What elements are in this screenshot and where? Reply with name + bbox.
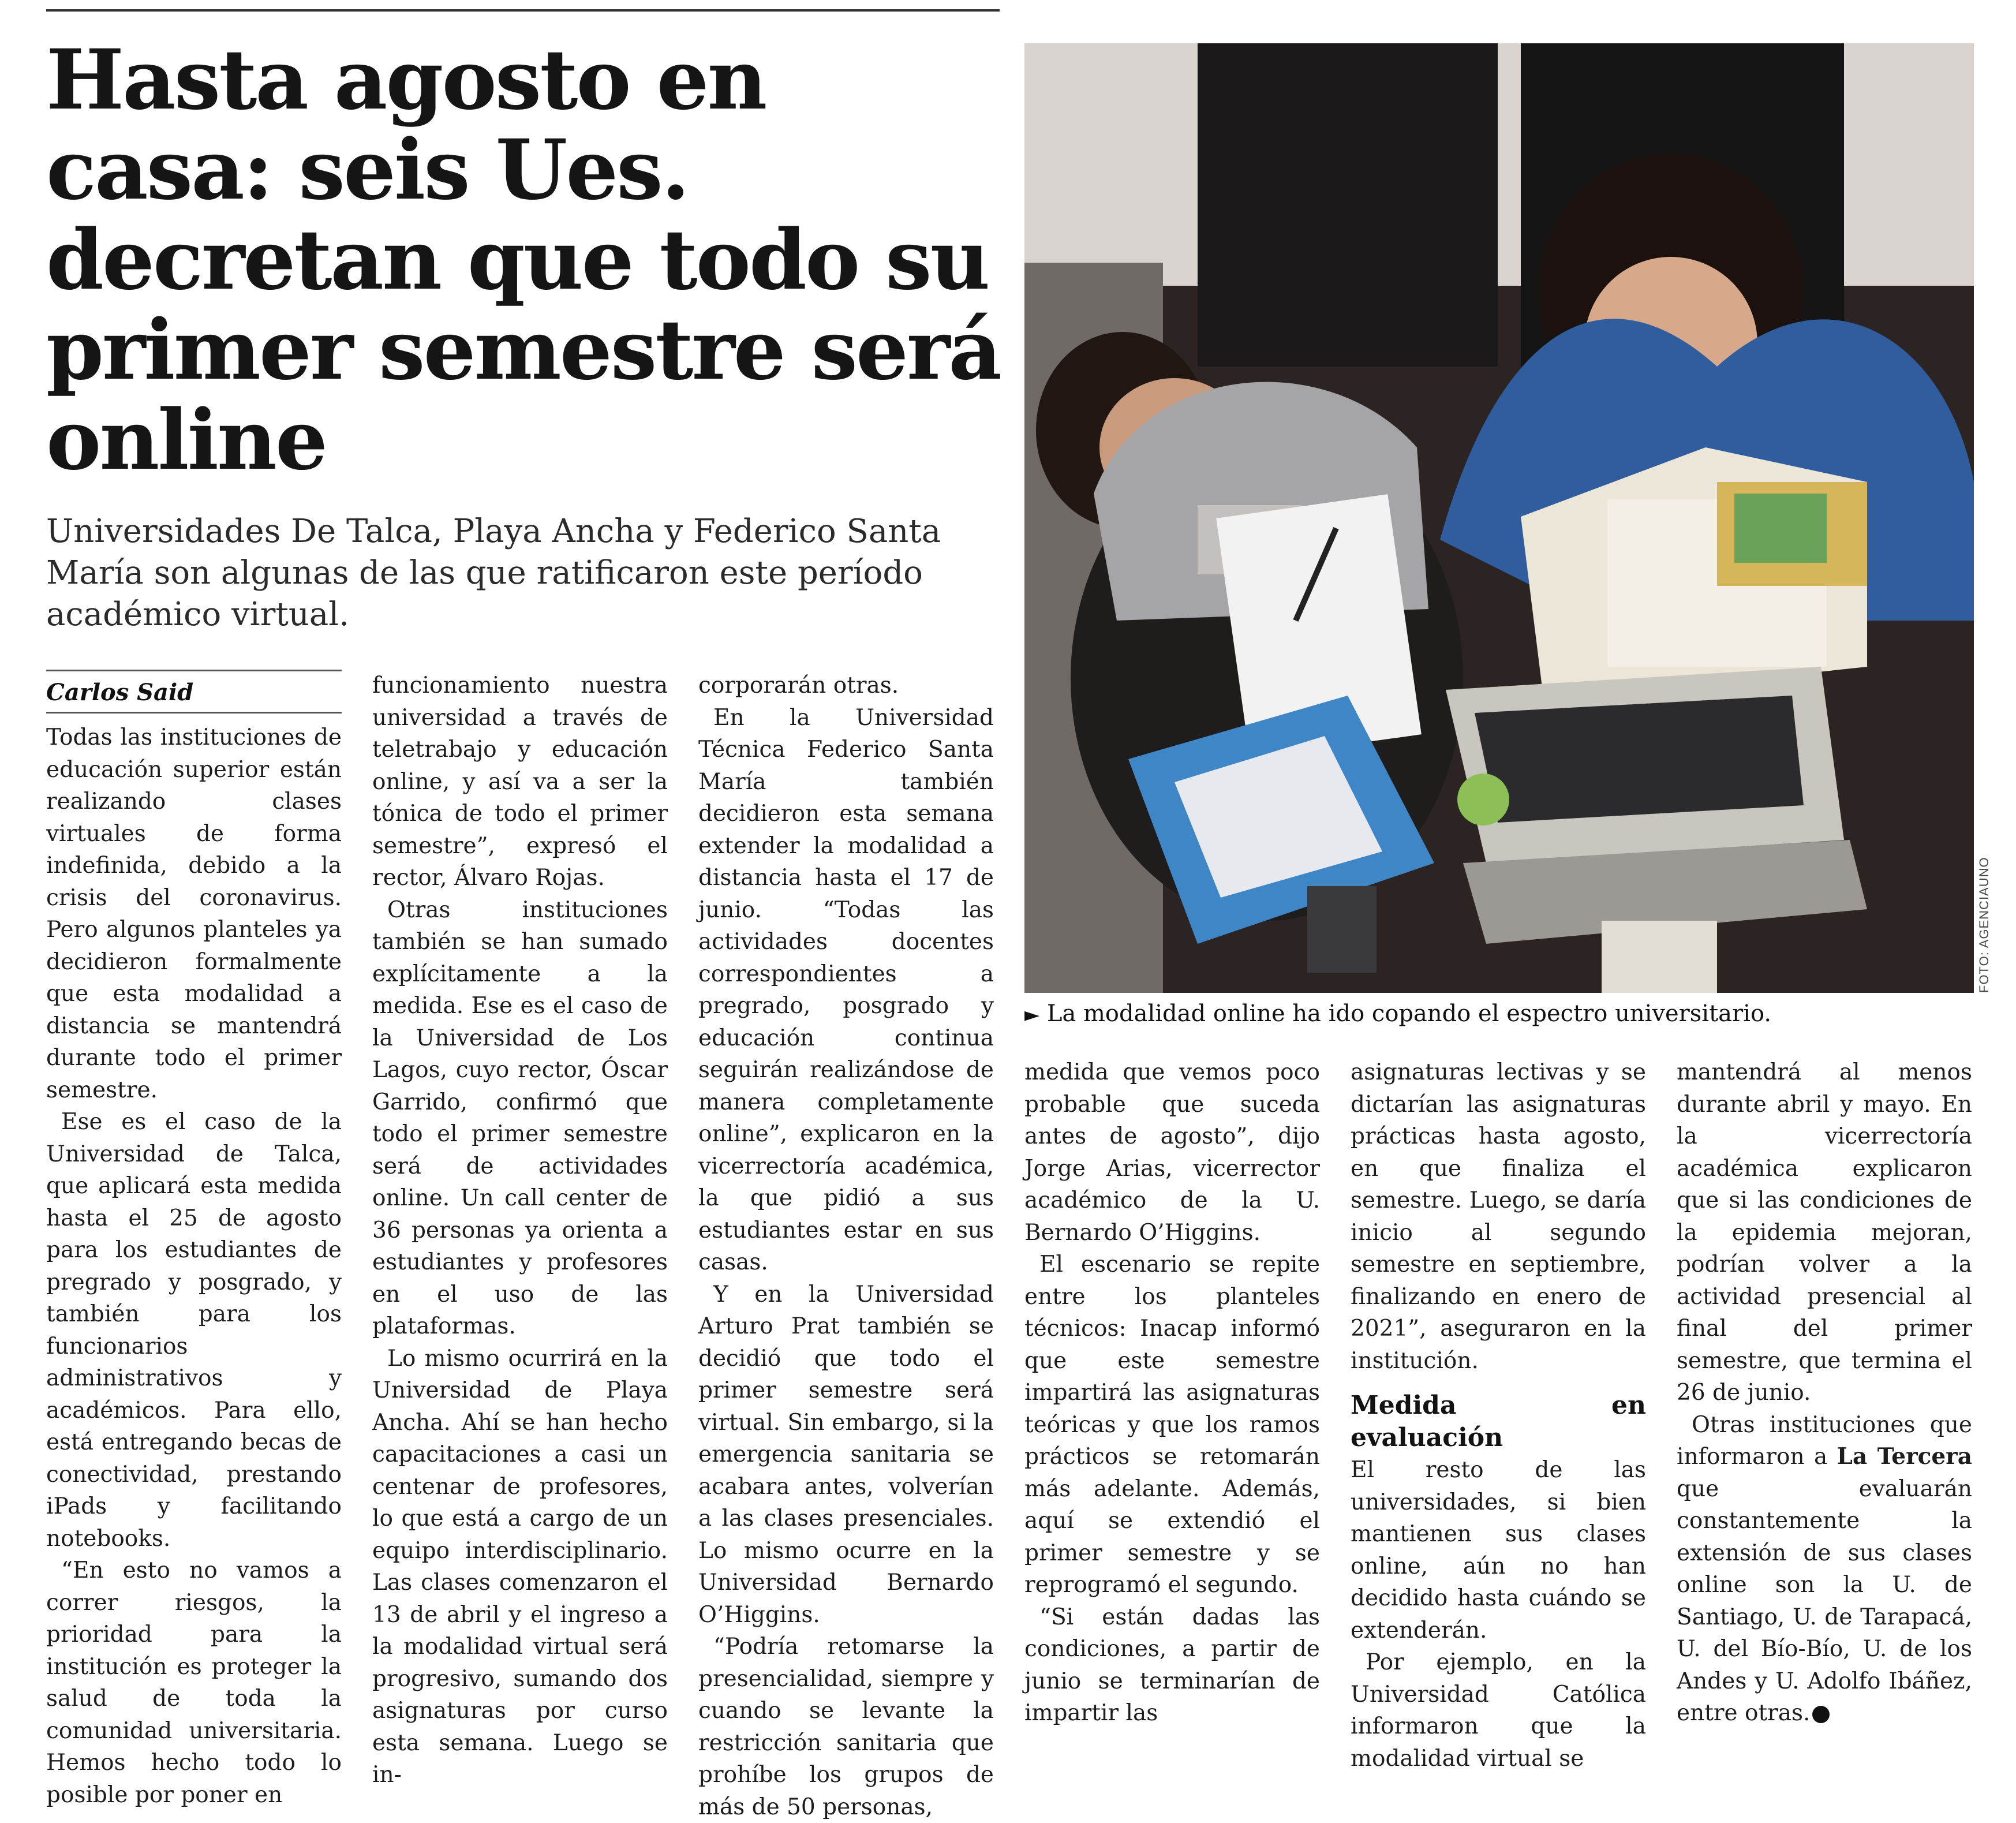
paragraph: asignaturas lectivas y se dictarían las asignaturas prácticas hasta agosto, en que finaliza el semestre. Luego, se daría inicio al segundo semestre en septiembre, finalizando en enero de 2021”, aseguraron en la institución. bbox=[1351, 1059, 1646, 1374]
photo-credit-text: FOTO: AGENCIAUNO bbox=[1977, 857, 1991, 993]
paragraph: Y en la Universidad Arturo Prat también se decidió que todo el primer semestre será virtual. Sin embargo, si la emergencia sanitaria se acabara antes, volverían a las clases presenciales. Lo mismo ocurre en la Universidad Bernardo O’Higgins. bbox=[698, 1281, 994, 1628]
column-1 bbox=[46, 670, 342, 1811]
column-2 bbox=[372, 670, 668, 1791]
end-mark-icon bbox=[1812, 1706, 1830, 1723]
column-5 bbox=[1351, 1056, 1646, 1775]
photo-credit bbox=[1977, 854, 2000, 993]
subhead: Medida en evaluación bbox=[1351, 1391, 1646, 1452]
paragraph bbox=[1677, 1409, 1972, 1729]
paragraph: “En esto no vamos a correr riesgos, la prioridad para la institución es proteger la salud de toda la comunidad universitaria. Hemos hecho todo lo posible por poner en bbox=[46, 1557, 342, 1808]
column-6 bbox=[1677, 1056, 1972, 1729]
paragraph: En la Universidad Técnica Federico Santa María también decidieron esta semana extender la modalidad a distancia hasta el 17 de junio. “Todas las actividades docentes correspondientes a pregrado, posgrado y educación continua seguirán realizándose de manera completamente online”, explicaron en la vicerrectoría académica, la que pidió a sus estudiantes estar en sus casas. bbox=[698, 704, 994, 1275]
paragraph-text: que evaluarán constantemente la extensión de sus clases online son la U. de Santiago, U. de Tarapacá, U. del Bío-Bío, U. de los Andes y U. Adolfo Ibáñez, entre otras. bbox=[1677, 1475, 1972, 1726]
paragraph: Otras instituciones también se han sumado explícitamente a la medida. Ese es el caso de la Universidad de Los Lagos, cuyo rector, Óscar Garrido, confirmó que todo el primer semestre será de actividades online. Un call center de 36 personas ya orienta a estudiantes y profesores en el uso de las plataformas. bbox=[372, 896, 668, 1339]
photo-illustration bbox=[1024, 43, 1974, 993]
column-3 bbox=[698, 670, 994, 1823]
caption-arrow-icon: ► bbox=[1024, 1003, 1040, 1026]
paragraph: El resto de las universidades, si bien mantienen sus clases online, aún no han decidido hasta cuándo se extenderán. bbox=[1351, 1457, 1646, 1643]
deck: Universidades De Talca, Playa Ancha y Federico Santa María son algunas de las que ratificaron este período académico virtual. bbox=[46, 513, 941, 633]
photo-caption bbox=[1024, 998, 1974, 1031]
paragraph-text: Otras instituciones que informaron a bbox=[1677, 1411, 1972, 1470]
paragraph: funcionamiento nuestra universidad a través de teletrabajo y educación online, y así va a ser la tónica de todo el primer semestre”, expresó el rector, Álvaro Rojas. bbox=[372, 673, 668, 891]
paragraph: Por ejemplo, en la Universidad Católica informaron que la modalidad virtual se bbox=[1351, 1649, 1646, 1772]
paragraph: medida que vemos poco probable que suceda antes de agosto”, dijo Jorge Arias, vicerrector académico de la U. Bernardo O’Higgins. bbox=[1024, 1059, 1320, 1246]
column-4 bbox=[1024, 1056, 1320, 1729]
caption-text: La modalidad online ha ido copando el espectro universitario. bbox=[1046, 1000, 1772, 1027]
paragraph: Lo mismo ocurrirá en la Universidad de Playa Ancha. Ahí se han hecho capacitaciones a casi un centenar de profesores, lo que está a cargo de un equipo interdisciplinario. Las clases comenzaron el 13 de abril y el ingreso a la modalidad virtual será progresivo, sumando dos asignaturas por curso esta semana. Luego se in- bbox=[372, 1345, 668, 1788]
paragraph: mantendrá al menos durante abril y mayo. En la vicerrectoría académica explicaron que si las condiciones de la epidemia mejoran, podrían volver a la actividad presencial al final del primer semestre, que termina el 26 de junio. bbox=[1677, 1059, 1972, 1406]
byline: Carlos Said bbox=[46, 670, 342, 713]
paragraph: Todas las instituciones de educación superior están realizando clases virtuales de forma indefinida, debido a la crisis del coronavirus. Pero algunos planteles ya decidieron formalmente que esta modalidad a distancia se mantendrá durante todo el primer semestre. bbox=[46, 724, 342, 1103]
paragraph: “Podría retomarse la presencialidad, siempre y cuando se levante la restricción sanitaria que prohíbe los grupos de más de 50 personas, bbox=[698, 1634, 994, 1820]
paragraph: El escenario se repite entre los planteles técnicos: Inacap informó que este semestre impartirá las asignaturas teóricas y que los ramos prácticos se retomarán más adelante. Además, aquí se extendió el primer semestre y se reprogramó el segundo. bbox=[1024, 1252, 1320, 1598]
newspaper-name: La Tercera bbox=[1837, 1443, 1972, 1470]
headline: Hasta agosto en casa: seis Ues. decretan que todo su primer semestre será online bbox=[46, 31, 1000, 488]
paragraph: Ese es el caso de la Universidad de Talca, que aplicará esta medida hasta el 25 de agosto para los estudiantes de pregrado y posgrado, y también para los funcionarios administrativos y académicos. Para ello, está entregando becas de conectividad, prestando iPads y facilitando notebooks. bbox=[46, 1109, 342, 1552]
article-photo bbox=[1024, 43, 1974, 993]
paragraph: corporarán otras. bbox=[698, 673, 899, 698]
top-rule bbox=[46, 9, 1000, 12]
paragraph: “Si están dadas las condiciones, a partir de junio se terminarían de impartir las bbox=[1024, 1604, 1320, 1726]
